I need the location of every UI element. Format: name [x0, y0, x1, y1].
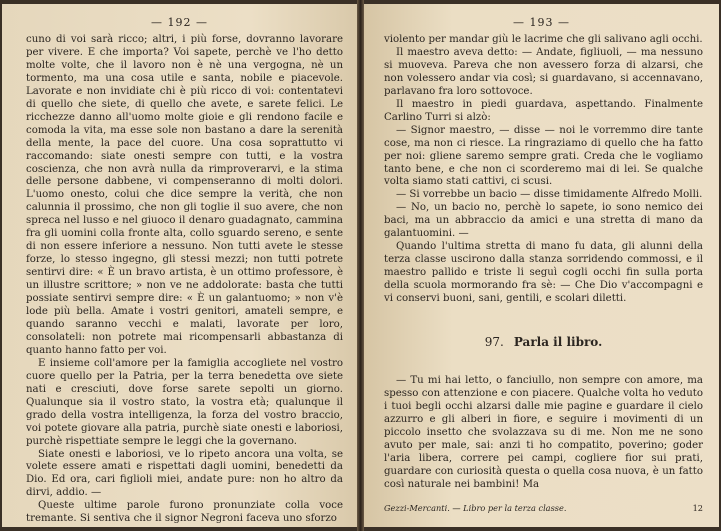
- paragraph: E insieme coll'amore per la famiglia accogliete nel vostro cuore quello per la Patria, per la terra benedetta ove siete nati e cresciuti, dove forse sarete sepolti un giorno. Qualunque sia il vostro stato, la vostra età; qualunque il grado della vostra intelligenza, la forza del vostro braccio, voi potete giovare alla patria, purchè siate onesti e laboriosi, purchè rispettiate sempre le leggi che la governano.: [26, 357, 343, 447]
- page-footer: [384, 503, 703, 513]
- chapter-heading: [384, 336, 703, 349]
- paragraph: — No, un bacio no, perchè lo sapete, io sono nemico dei baci, ma un abbraccio da amici e una stretta di mano da galantuomini. —: [384, 202, 703, 240]
- footer-title: Gezzi-Mercanti. — Libro per la terza classe.: [384, 503, 567, 513]
- page-number: — 193 —: [513, 16, 570, 29]
- paragraph: Il maestro in piedi guardava, aspettando. Finalmente Carlino Turri si alzò:: [384, 98, 703, 123]
- page-body: [26, 34, 343, 526]
- left-page: [2, 4, 357, 527]
- paragraph: Siate onesti e laboriosi, ve lo ripeto ancora una volta, se volete essere amati e rispettati dagli uomini, benedetti da Dio. Ed ora, cari figlioli miei, andate pure: non ho altro da dirvi, addio. —: [26, 448, 343, 499]
- paragraph: Il maestro aveva detto: — Andate, figliuoli, — ma nessuno si muoveva. Pareva che non avessero forza di alzarsi, che non volessero andar via così; si guardavano, si accennavano, parlavano fra loro sottovoce.: [384, 46, 703, 97]
- chapter-title: Parla il libro.: [513, 335, 603, 350]
- signature-mark: 12: [692, 503, 703, 513]
- paragraph: — Signor maestro, — disse — noi le vorremmo dire tante cose, ma non ci riesce. La ringraziamo di quello che ha fatto per noi: gliene saremo sempre grati. Creda che le vogliamo tanto bene, e che non ci scorderemo mai di lei. Se qualche volta siamo stati cattivi, ci scusi.: [384, 124, 703, 188]
- paragraph: Queste ultime parole furono pronunziate colla voce tremante. Si sentiva che il signor Negroni faceva uno sforzo: [26, 500, 343, 525]
- book-gutter: [357, 0, 364, 531]
- paragraph: — Si vorrebbe un bacio — disse timidamente Alfredo Molli.: [396, 189, 703, 201]
- page-body: [384, 34, 703, 492]
- paragraph: cuno di voi sarà ricco; altri, i più forse, dovranno lavorare per vivere. E che importa? Voi sapete, perchè ve l'ho detto molte volte, che il lavoro non è nè una vergogna, nè un tormento, ma una cosa utile e santa, nobile e piacevole. Lavorate e non invidiate chi è più ricco di voi: contentatevi di quello che siete, di quello che avete, e sarete felici. Le ricchezze danno all'uomo molte gioie e gli rendono facile e comoda la vita, ma esse sole non bastano a dare la serenità della mente, la pace del cuore. Una cosa soprattutto vi raccomando: siate onesti sempre con tutti, e la vostra coscienza, che non avrà nulla da rimproverarvi, e la stima delle persone dabbene, vi compenseranno di molti dolori. L'uomo onesto, colui che dice sempre la verità, che non calunnia il prossimo, che non gli toglie il suo avere, che non spreca nel lusso e nel giuoco il denaro guadagnato, cammina fra gli uomini colla fronte alta, collo sguardo sereno, e sente di non essere inferiore a nessuno. Non tutti avete le stesse forze, lo stesso ingegno, gli stessi mezzi; non tutti potrete sentirvi dire: « È un bravo artista, è un ottimo professore, è un illustre scrittore; » non ve ne addolorate: basta che tutti possiate sentirvi sempre dire: « È un galantuomo; » non v'è lode più bella. Amate i vostri genitori, amateli sempre, e quando saranno vecchi e malati, lavorate per loro, consolateli: non potrete mai ricompensarli abbastanza di quanto hanno fatto per voi.: [26, 34, 343, 356]
- right-page: [364, 4, 719, 527]
- chapter-number: 97.: [484, 335, 504, 350]
- page-number: — 192 —: [151, 16, 208, 29]
- paragraph: — Tu mi hai letto, o fanciullo, non sempre con amore, ma spesso con attenzione e con piacere. Qualche volta ho veduto i tuoi begli occhi alzarsi dalle mie pagine e guardare il cielo azzurro e gli alberi in fiore, e seguire i movimenti di un piccolo insetto che svolazzava su di me. Non me ne sono avuto per male, sai: anzi ti ho compatito, poverino; goder l'aria libera, correre pei campi, cogliere fior sui prati, guardare con curiosità questa o quella cosa nuova, è un fatto così naturale nei bambini! Ma: [384, 374, 703, 490]
- paragraph: Quando l'ultima stretta di mano fu data, gli alunni della terza classe uscirono dalla stanza sorridendo commossi, e il maestro pallido e triste li seguì cogli occhi fin sulla porta della scuola mormorando fra sè: — Che Dio v'accompagni e vi conservi buoni, sani, gentili, e scolari diletti.: [384, 241, 703, 305]
- paragraph: violento per mandar giù le lacrime che gli salivano agli occhi.: [384, 34, 703, 45]
